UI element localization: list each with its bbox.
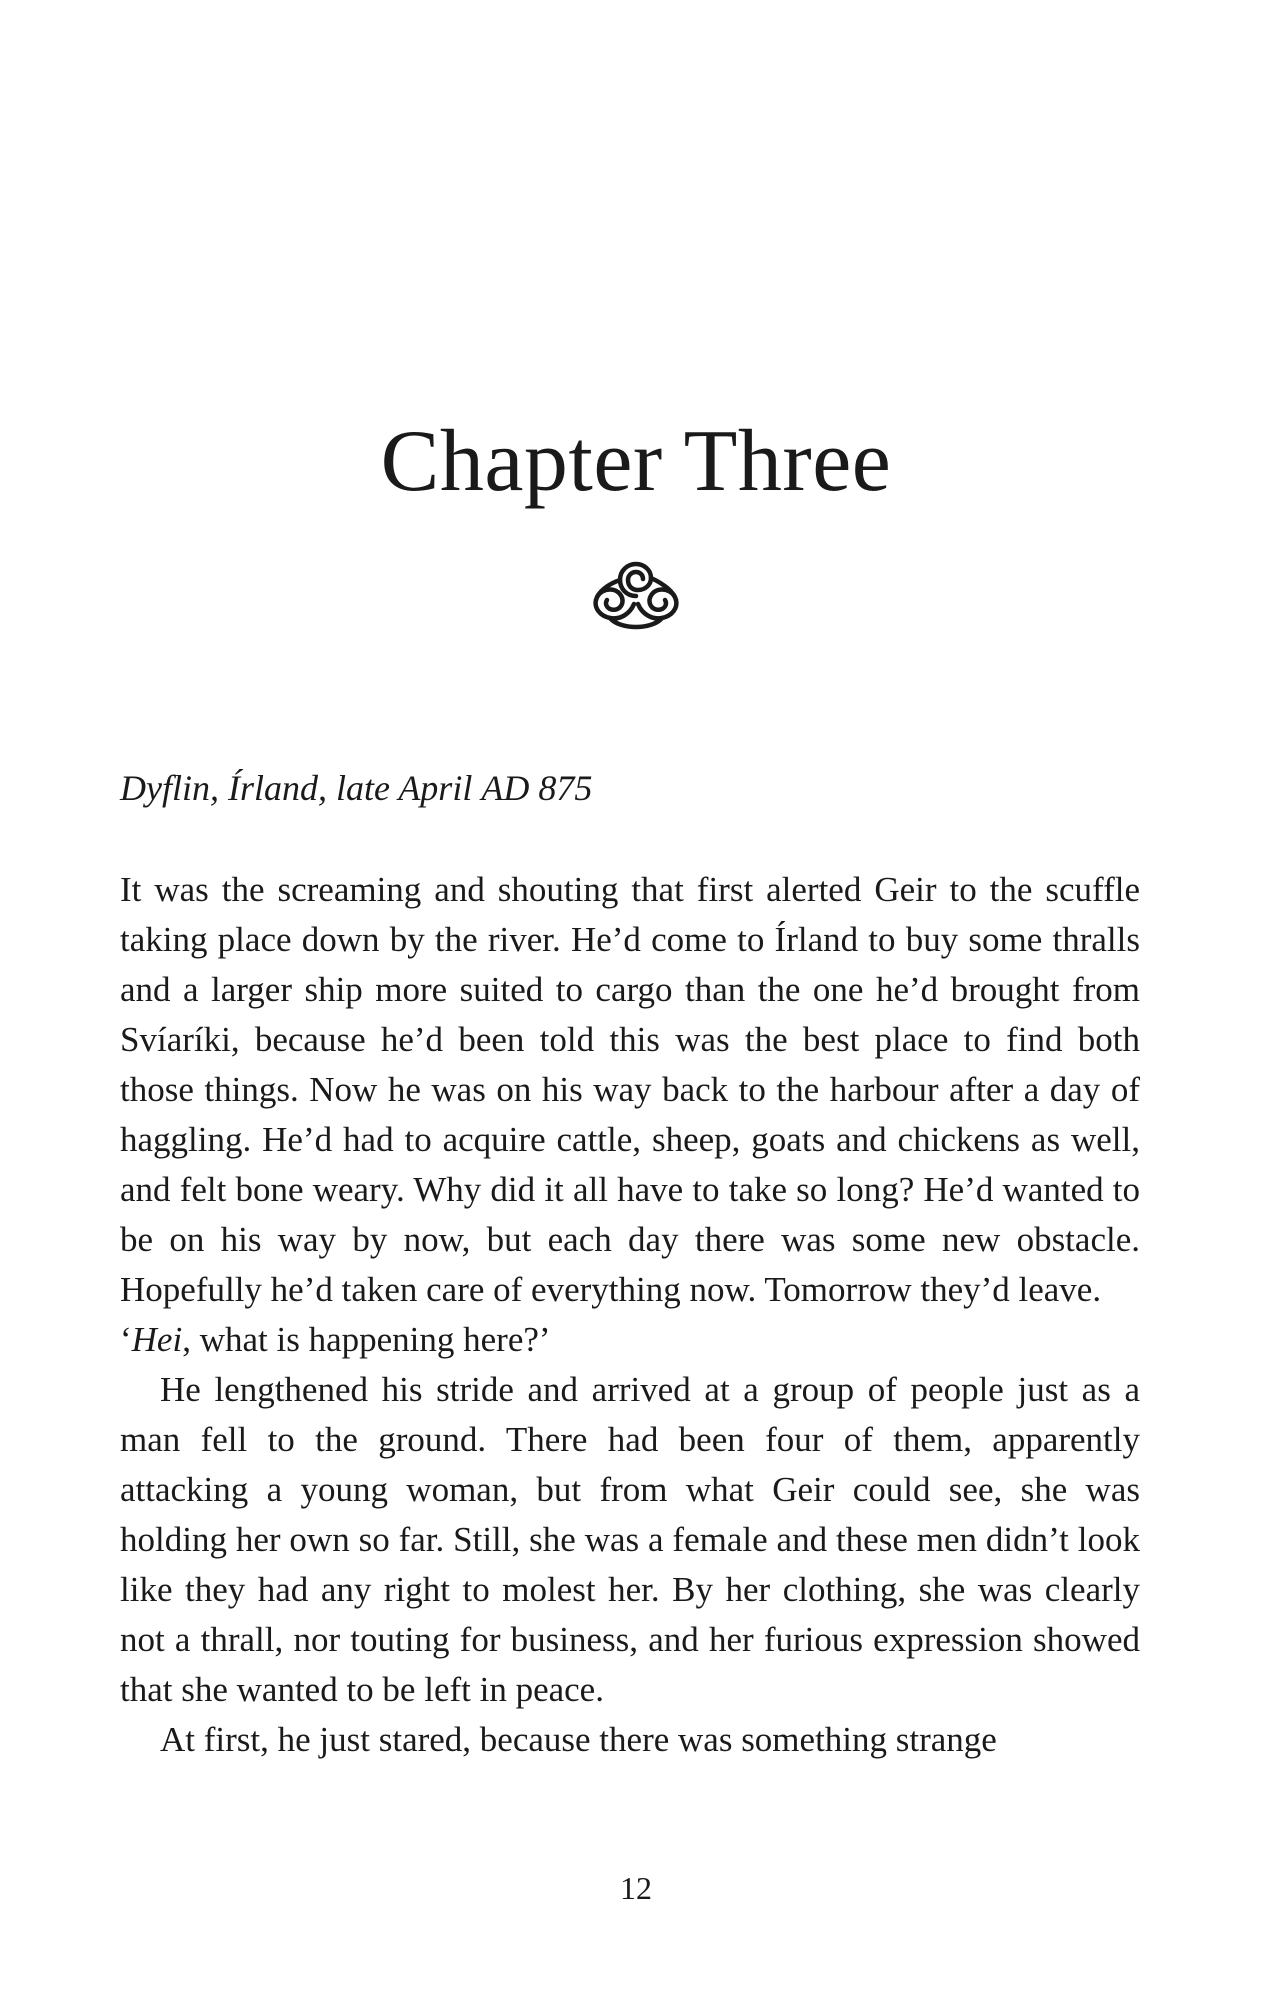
dialogue-open-quote: ‘ xyxy=(120,1320,132,1359)
triskele-icon xyxy=(586,560,686,640)
dialogue-rest: , what is happening here?’ xyxy=(182,1320,551,1359)
paragraph-3: At first, he just stared, because there was something strange xyxy=(160,1720,997,1759)
page-number: 12 xyxy=(620,1870,652,1906)
dateline-place: Dyflin, Írland, late April xyxy=(120,768,482,808)
chapter-title: Chapter Three xyxy=(380,413,892,510)
paragraph-2: He lengthened his stride and arrived at a group of people just as a man fell to the ground. There had been four of them, apparently attacking a young woman, but from what Geir could see, she was holding her own so far. Still, she was a female and these men didn’t look like they had any right to molest her. By her clothing, she was clearly not a thrall, nor touting for business, and her furious expression showed that she wanted to be left in peace. xyxy=(120,1370,1140,1709)
dialogue-italic-word: Hei xyxy=(131,1320,183,1359)
paragraph-1: It was the screaming and shouting that first alerted Geir to the scuffle taking place down by the river. He’d come to Írland to buy some thralls and a larger ship more suited to cargo than the one he’d brought from Svíaríki, because he’d been told this was the best place to find both those things. Now he was on his way back to the harbour after a day of haggling. He’d had to acquire cattle, sheep, goats and chickens as well, and felt bone weary. Why did it all have to take so long? He’d wanted to be on his way by now, but each day there was some new obstacle. Hopefully he’d taken care of everything now. Tomorrow they’d leave. xyxy=(120,870,1140,1309)
dateline-year: 875 xyxy=(529,768,593,808)
chapter-dateline xyxy=(120,770,592,806)
dialogue-line xyxy=(120,1315,1140,1365)
dateline-era: AD xyxy=(481,768,530,808)
chapter-body xyxy=(120,865,1140,1765)
